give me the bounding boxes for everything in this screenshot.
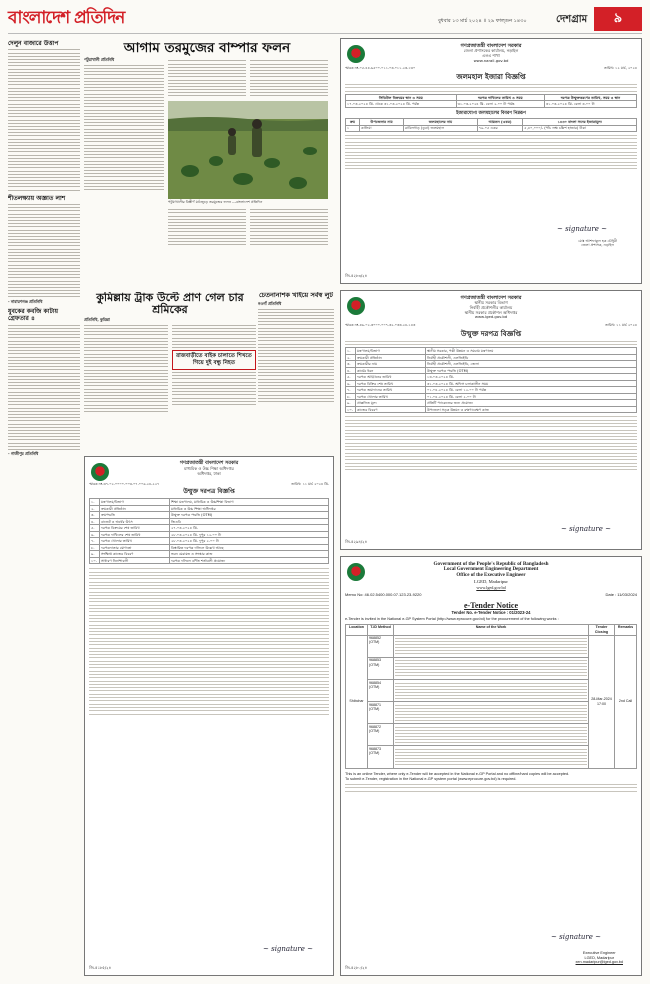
- table-cell: ৪.: [90, 518, 100, 525]
- lead-story: [84, 40, 330, 290]
- ad1-jolmohal-table: [345, 118, 637, 132]
- ad2-footer: জি-৫২৯৪/২৪: [345, 539, 367, 545]
- article2-title: শীতলক্ষ্যায় অজ্ঞাত লাশ: [8, 194, 66, 202]
- ad2-date: তারিখ: ১১ মার্চ ২০২৪: [605, 322, 637, 327]
- table-cell: ২.: [346, 354, 356, 361]
- govt-emblem-icon: [91, 463, 109, 481]
- table-row: [90, 557, 329, 564]
- ad3-footer: জি-৫১৮৫/২৪: [89, 965, 111, 971]
- table-cell: প্রতিটি প্যাকেজের জন্য প্রযোজ্য: [426, 400, 637, 407]
- tender-id-cell: 968871 (OTM): [368, 702, 394, 724]
- ad4-th: Location: [346, 624, 368, 635]
- table-cell: ভবন মেরামত ও সংস্কার কাজ: [170, 551, 329, 558]
- ad1-th: দরপত্র উন্মুক্তকরণের তারিখ, সময় ও স্থান: [544, 94, 636, 101]
- tender-id-cell: 968854 (OTM): [368, 679, 394, 701]
- ad1-gov: গণপ্রজাতন্ত্রী বাংলাদেশ সরকার: [460, 43, 522, 49]
- ad1-footer: জি-৫২৮৩/২৪: [345, 273, 367, 279]
- article3-body: [8, 325, 80, 450]
- ad2-title: উন্মুক্ত দরপত্র বিজ্ঞপ্তি: [460, 330, 522, 339]
- table-cell: ১০.: [90, 557, 100, 564]
- work-description-cell: [394, 657, 589, 679]
- ad1-signature: ~ signature ~: [557, 225, 607, 233]
- table-cell: ৭.: [346, 387, 356, 394]
- third-body: [258, 309, 334, 402]
- ad1-th: উপজেলার নাম: [360, 119, 404, 126]
- work-description-cell: [394, 635, 589, 657]
- ad4-footer: জি-৫২৮০/২৪: [345, 965, 367, 971]
- table-cell: বিস্তারিত দরপত্র দলিলে উল্লেখ আছে: [170, 544, 329, 551]
- table-cell: দরপত্র আহ্বানের তারিখ: [356, 374, 426, 381]
- table-cell: মন্ত্রণালয়/বিভাগ: [100, 499, 170, 506]
- closing-cell: 28-Mar-2024 17:00: [589, 635, 615, 768]
- tender-id-cell: 968873 (OTM): [368, 746, 394, 768]
- ad4-sign-office: LGED, Madaripur: [584, 955, 615, 960]
- table-cell: ১.: [346, 348, 356, 355]
- article2-body: [8, 204, 80, 297]
- article1-title: দেলুন বাজারে উত্তাপ: [8, 40, 59, 47]
- page-section-name: দেশগ্রাম: [556, 14, 588, 25]
- watermelon-photo: [168, 101, 328, 199]
- masthead: [8, 6, 642, 34]
- ad1-section: এলএ শাখা: [482, 52, 500, 58]
- ad4-th: Tender Closing: [589, 624, 615, 635]
- ad4-footnote1: This is an online Tender, where only e-Tender will be accepted in the National e-GP Portal and no offline/hard copies will be accepted.: [345, 771, 570, 776]
- table-cell: সাধারণ নির্দেশাবলী: [100, 557, 170, 564]
- table-cell: দরপত্র বিক্রির শেষ তারিখ: [356, 380, 426, 387]
- ad3-memo: স্মারক নং-৩৭.০২.০০০০.০০৩.০৭.০০৬.২৪-২২৭: [89, 482, 160, 487]
- table-cell: বাজেট ও অর্থের উৎস: [100, 518, 170, 525]
- second-headline: কুমিল্লায় ট্রাক উল্টে প্রাণ গেল চার শ্রমিকের: [96, 292, 244, 317]
- table-cell: ০১.০৪.২০২৪ খ্রি. বেলা ২.০০ টা: [426, 393, 637, 400]
- table-cell: ক্রয়পদ্ধতি: [100, 512, 170, 519]
- pull-quote: রাজবাড়ীতে বাইক চালাতে শিখতে গিয়ে দুই বন্ধু নিহত: [172, 350, 256, 369]
- table-cell: ১০.: [346, 406, 356, 413]
- dateline: বুধবার ১৩ মার্চ ২০২৪ ॥ ২৯ ফাল্গুন ১৪৩০: [438, 18, 527, 24]
- work-description-cell: [394, 702, 589, 724]
- ad4-memo: Memo No: 46.02.5400.000.07.123.23-9220: [345, 591, 422, 597]
- ad4-date: Date : 11/03/2024: [605, 591, 637, 597]
- table-cell: ক্রয়কারী প্রতিষ্ঠান: [356, 354, 426, 361]
- tender-id-cell: 968852 (OTM): [368, 635, 394, 657]
- ad1-td: কালিয়া: [360, 125, 404, 132]
- ad4-th: T-ID Method: [368, 624, 394, 635]
- table-cell: ৩১.০৩.২০২৪ খ্রি. অফিস চলাকালীন সময়: [426, 380, 637, 387]
- ad2-office2: স্থানীয় সরকার প্রকৌশল অধিদপ্তর: [464, 309, 518, 315]
- ad4-sign-email: xen.madaripur@lged.gov.bd: [575, 960, 623, 965]
- table-cell: দরপত্র খোলার তারিখ: [100, 538, 170, 545]
- ad1-title: জলমহাল ইজারা বিজ্ঞপ্তি: [456, 73, 526, 82]
- article3-sign: - গাজীপুর প্রতিনিধি: [8, 451, 39, 457]
- tender-id-cell: 968853 (OTM): [368, 657, 394, 679]
- location-cell: Shibchar: [346, 635, 368, 768]
- lead-body-col2: [168, 58, 246, 98]
- ad4-office2: LGED, Madaripur: [474, 579, 508, 585]
- table-cell: ৯.: [90, 551, 100, 558]
- article1-body: [8, 49, 80, 190]
- ad3-office: অধিদপ্তর, ঢাকা: [197, 470, 221, 476]
- table-cell: ২.: [90, 505, 100, 512]
- table-cell: ৬.: [346, 380, 356, 387]
- table-cell: ৫.: [90, 525, 100, 532]
- secondary-education-tender-ad: [84, 456, 334, 976]
- table-cell: ৩.: [346, 361, 356, 368]
- table-cell: কার্যের ধরন: [356, 367, 426, 374]
- ad4-footnote2: To submit e-Tender, registration in the National e-GP system portal (www.eprocure.gov.bd) is required.: [345, 777, 517, 782]
- ad1-th: সিডিউল বিক্রয়ের স্থান ও সময়: [346, 94, 457, 101]
- ad1-th: জলমহালের নাম: [404, 119, 478, 126]
- second-body-col2: [172, 325, 256, 348]
- ad3-title: উন্মুক্ত দরপত্র বিজ্ঞপ্তি: [183, 488, 235, 496]
- article3-title: যুবকের কবজি কাটায় গ্রেফতার ৪: [8, 308, 58, 323]
- ad1-th: ক্রম: [346, 119, 360, 126]
- table-cell: ৭.: [90, 538, 100, 545]
- ad4-signature: ~ signature ~: [551, 932, 601, 941]
- lged-open-tender-ad: [340, 290, 642, 550]
- lead-body-col3: [250, 58, 328, 98]
- ad1-th: আয়তন (একর): [477, 119, 523, 126]
- ad1-td: ১: [346, 125, 360, 132]
- table-cell: স্থানীয় সরকার, পল্লী উন্নয়ন ও সমবায় মন্ত্রণালয়: [426, 348, 637, 355]
- table-cell: জিওবি: [170, 518, 329, 525]
- ad1-td: ৩১.০৩.২০২৪ খ্রি. বেলা ২.০০ টা পর্যন্ত: [456, 101, 544, 108]
- ad3-gov: গণপ্রজাতন্ত্রী বাংলাদেশ সরকার: [179, 461, 239, 466]
- table-cell: ২৭.০৩.২০২৪ খ্রি.: [170, 525, 329, 532]
- ad4-th: Name of the Work: [394, 624, 589, 635]
- govt-emblem-icon: [347, 45, 365, 63]
- table-cell: দরপত্র দাখিলের শেষ তারিখ: [100, 531, 170, 538]
- ad2-ministry: স্থানীয় সরকার বিভাগ: [474, 300, 508, 305]
- second-byline: প্রতিনিধি, কুমিল্লা: [84, 317, 110, 323]
- table-cell: সংক্ষিপ্ত কাজের বিবরণ: [100, 551, 170, 558]
- table-cell: দরপত্র দলিলে বর্ণিত শর্তাবলী প্রযোজ্য: [170, 557, 329, 564]
- jolmohal-lease-ad: [340, 38, 642, 284]
- lead-body-col5: [250, 207, 328, 247]
- ad4-gov: Government of the People's Republic of Bangladesh: [433, 561, 549, 567]
- page-number: ৯: [594, 7, 642, 31]
- third-byline: নওগাঁ প্রতিনিধি: [258, 300, 282, 306]
- left-news-column: [8, 40, 80, 650]
- ad1-sign-title: জেলা প্রশাসক, নড়াইল: [581, 243, 614, 248]
- ad1-date: তারিখ: ১২ মার্চ, ২০২৪: [604, 66, 637, 71]
- third-story: [258, 292, 334, 452]
- table-cell: ৯.: [346, 400, 356, 407]
- ad2-table: [345, 347, 637, 413]
- table-cell: মাধ্যমিক ও উচ্চ শিক্ষা অধিদপ্তর: [170, 505, 329, 512]
- table-cell: দরপত্র খোলার তারিখ: [356, 393, 426, 400]
- table-cell: উপজেলা সড়ক উন্নয়ন ও রক্ষণাবেক্ষণ কাজ: [426, 406, 637, 413]
- ad4-office: Office of the Executive Engineer: [456, 573, 526, 579]
- tender-id-cell: 968872 (OTM): [368, 724, 394, 746]
- work-description-cell: [394, 679, 589, 701]
- ad1-table-title: ইজারাযোগ্য জলমহালের বিবরণ নিম্নরূপ: [456, 110, 526, 116]
- lead-photo-caption: পটুয়াখালীর বিস্তীর্ণ মাঠজুড়ে তরমুজের ফলন ---বাংলাদেশ প্রতিদিন: [168, 199, 263, 204]
- ad1-td: ৭৯.০৫ একর: [477, 125, 523, 132]
- table-cell: উন্মুক্ত দরপত্র পদ্ধতি (OTM): [170, 512, 329, 519]
- table-cell: ০১.০৪.২০২৪ খ্রি. বেলা ১২.০০ টা পর্যন্ত: [426, 387, 637, 394]
- table-cell: নির্বাহী প্রকৌশলী, এলজিইডি: [426, 354, 637, 361]
- table-cell: শিক্ষা মন্ত্রণালয়, মাধ্যমিক ও উচ্চশিক্ষা বিভাগ: [170, 499, 329, 506]
- second-story: [84, 292, 256, 452]
- ad1-schedule-table: [345, 94, 637, 108]
- ad1-th: ১৪৩০ বাংলা সনের ইজারামূল্য: [523, 119, 637, 126]
- lged-etender-ad: [340, 556, 642, 976]
- ad1-td: ৩১.০৩.২০২৪ খ্রি. বেলা ৩.০০ টা: [544, 101, 636, 108]
- third-headline: চেতনানাশক খাইয়ে সর্বস্ব লুট: [259, 292, 333, 299]
- etender-row: [346, 635, 637, 657]
- table-cell: ৩.: [90, 512, 100, 519]
- table-cell: দরপত্রদাতার যোগ্যতা: [100, 544, 170, 551]
- table-cell: দরপত্র জমাদানের তারিখ: [356, 387, 426, 394]
- second-body-col1: [84, 323, 168, 414]
- newspaper-logo: বাংলাদেশ প্রতিদিন: [8, 8, 125, 28]
- ad1-th: দরপত্র দাখিলের তারিখ ও সময়: [456, 94, 544, 101]
- govt-emblem-icon: [347, 297, 365, 315]
- table-cell: উন্মুক্ত দরপত্র পদ্ধতি (OTM): [426, 367, 637, 374]
- ad1-td: ৫,৪০,০০০/- (পাঁচ লক্ষ চল্লিশ হাজার) টাকা: [523, 125, 637, 132]
- ad1-td: রাবিলগাড় (ডুবা) জলমহাল: [404, 125, 478, 132]
- table-cell: ৮.: [346, 393, 356, 400]
- ad2-office: নির্বাহী প্রকৌশলীর কার্যালয়: [469, 304, 513, 310]
- work-description-cell: [394, 746, 589, 768]
- table-cell: ১.: [90, 499, 100, 506]
- ad3-date: তারিখ: ১১ মার্চ ২০২৪ খ্রি.: [291, 482, 329, 487]
- ad3-table: [89, 498, 329, 564]
- ad4-title: e-Tender Notice: [464, 600, 518, 610]
- table-cell: মন্ত্রণালয়/বিভাগ: [356, 348, 426, 355]
- lead-byline: পটুয়াখালী প্রতিনিধি: [84, 57, 115, 63]
- table-cell: নির্বাহী প্রকৌশলী, এলজিইডি, জেলা: [426, 361, 637, 368]
- ad4-tender-no: Tender No. e-Tender Notice : 01/2023-24: [451, 610, 531, 616]
- ad1-td: ১৭.০৩.২০২৪ খ্রি. থেকে ৩১.০৩.২০২৪ খ্রি. পর্যন্ত: [346, 101, 457, 108]
- ad4-dept: Local Government Engineering Department: [443, 567, 539, 573]
- ad2-signature: ~ signature ~: [561, 524, 611, 533]
- lead-headline: আগাম তরমুজের বাম্পার ফলন: [123, 40, 291, 56]
- ad1-url: www.narail.gov.bd: [473, 57, 509, 63]
- ad2-url: www.lged.gov.bd: [474, 314, 508, 320]
- table-cell: দরপত্র বিক্রয়ের শেষ তারিখ: [100, 525, 170, 532]
- ad4-url: www.lged.gov.bd: [476, 584, 506, 590]
- ad4-th: Remarks: [615, 624, 637, 635]
- ad2-memo: স্মারক নং-৪৬.০২.৩০০০.০০৭.৩২.০৩৩.২৪-১৪৩: [345, 322, 416, 327]
- ad2-gov: গণপ্রজাতন্ত্রী বাংলাদেশ সরকার: [460, 295, 522, 301]
- ad3-dept: মাধ্যমিক ও উচ্চ শিক্ষা অধিদপ্তর: [184, 465, 234, 471]
- govt-emblem-icon: [347, 563, 365, 581]
- ad1-memo: স্মারক নং-০৫.৪৪.৬৫০০.০১১.০৩.০১১.২৩-১৩০: [345, 66, 416, 71]
- ad1-office: জেলা প্রশাসকের কার্যালয়, নড়াইল: [463, 48, 519, 53]
- ad4-intro: e-Tender is invited in the National e-GP System Portal (http://www.eprocure.gov.bd) for the procurement of the following works :: [345, 617, 559, 622]
- lead-body-col1: [84, 65, 164, 190]
- second-body-col3: [172, 372, 256, 405]
- table-cell: ৫.: [346, 374, 356, 381]
- table-cell: ৬.: [90, 531, 100, 538]
- lead-body-col4: [168, 207, 246, 247]
- table-cell: ৪.: [346, 367, 356, 374]
- table-row: [346, 406, 637, 413]
- remarks-cell: 2nd Call: [615, 635, 637, 768]
- ad4-sign-title: Executive Engineer: [582, 951, 616, 956]
- table-cell: ২৮.০৩.২০২৪ খ্রি. দুপুর ২.০০ টা: [170, 538, 329, 545]
- work-description-cell: [394, 724, 589, 746]
- table-cell: কাজের বিবরণ: [356, 406, 426, 413]
- table-cell: ২৮.০৩.২০২৪ খ্রি. দুপুর ১২.০০ টা: [170, 531, 329, 538]
- table-cell: ক্রয়কারীর নাম: [356, 361, 426, 368]
- table-cell: ১৩.০৩.২০২৪ খ্রি.: [426, 374, 637, 381]
- ad4-table: [345, 624, 637, 769]
- table-cell: প্রাক্কলিত মূল্য: [356, 400, 426, 407]
- table-cell: ক্রয়কারী প্রতিষ্ঠান: [100, 505, 170, 512]
- article2-sign: - নারায়ণগঞ্জ প্রতিনিধি: [8, 298, 43, 304]
- ad1-sign-name: মোঃ আশফাকুল হক চৌধুরী: [578, 239, 617, 243]
- ad3-signature: ~ signature ~: [263, 944, 313, 953]
- table-cell: ৮.: [90, 544, 100, 551]
